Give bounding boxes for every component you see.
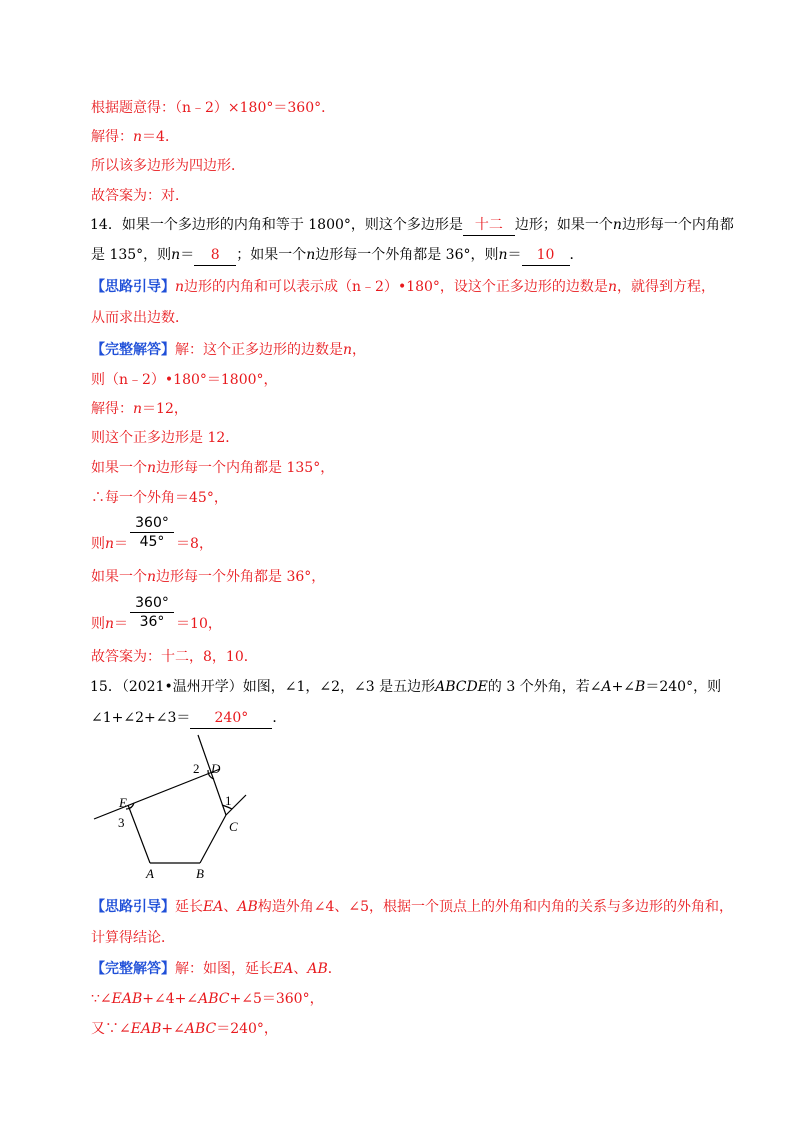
solution-14-line2: 则（n﹣2）•180°＝1800°， [91,372,278,388]
line-solution-13-3: 所以该多边形为四边形． [91,158,245,174]
question-14-line2: 是 135°，则n＝ 8 ；如果一个n边形每一个外角都是 36°，则n＝ 10 ． [91,245,584,266]
solution-14-line7: 则n＝ ＝8， [91,536,213,552]
angle-label-3: 3 [118,815,125,830]
solution-14-line6: ∴每一个外角＝45°， [91,490,228,506]
solution-14-line10: 故答案为：十二，8，10． [91,649,258,665]
line-solution-13-4: 故答案为：对． [91,188,189,204]
solution-tag: 【完整解答】 [91,342,175,358]
pentagon-figure [90,733,260,883]
fraction-360-over-45: $\frac{360^\circ}{45^\circ}$ [130,514,174,551]
answer-blank-3: 10 [522,245,570,266]
solution-14-line4: 则这个正多边形是 12． [91,430,240,446]
solution-14-line3: 解得：n＝12， [91,401,188,417]
answer-blank-4: 240° [190,708,272,729]
question-15-line2: ∠1+∠2+∠3＝ 240° ． [91,708,286,729]
vertex-label-c: C [229,819,238,834]
solution-14-line8: 如果一个n边形每一个外角都是 36°， [91,569,326,585]
solution-14-line1: 【完整解答】解：这个正多边形的边数是n， [91,342,367,358]
edge-cb [200,815,226,863]
hint-tag: 【思路引导】 [91,279,175,295]
vertex-label-e: E [119,795,127,810]
hint-14-line1: 【思路引导】n边形的内角和可以表示成（n﹣2）•180°，设这个正多边形的边数是n，就得到方程， [91,279,715,295]
vertex-label-d: D [211,761,221,776]
answer-blank-2: 8 [194,245,236,266]
solution-15-line2: ∵∠EAB+∠4+∠ABC+∠5＝360°， [91,991,324,1007]
fraction-360-over-36: $\frac{360^\circ}{36^\circ}$ [130,594,174,631]
hint-14-line2: 从而求出边数． [91,310,189,326]
edge-ae [128,805,150,863]
solution-14-line9: 则n＝ ＝10， [91,616,222,632]
vertex-label-a: A [146,866,154,881]
line-solution-13-2: 解得：n＝4． [91,129,179,145]
question-15-line1: 15．（2021•温州开学）如图，∠1，∠2，∠3 是五边形ABCDE的 3 个外角，若∠A+∠B＝240°，则 [90,679,722,695]
vertex-label-b: B [196,866,204,881]
solution-15-line1: 【完整解答】解：如图，延长EA、AB． [91,961,342,977]
angle-label-1: 1 [225,793,232,808]
solution-15-line3: 又∵∠EAB+∠ABC＝240°， [91,1021,278,1037]
angle-label-2: 2 [193,761,200,776]
answer-blank-1: 十二 [463,215,515,236]
line-solution-13-1: 根据题意得：（n﹣2）×180°＝360°． [91,100,336,116]
solution-14-line5: 如果一个n边形每一个内角都是 135°， [91,460,335,476]
hint-15-line2: 计算得结论． [91,930,175,946]
hint-15-line1: 【思路引导】延长EA、AB构造外角∠4、∠5，根据一个顶点上的外角和内角的关系与多边形的外角和， [91,899,734,915]
line-ed-extended [94,769,220,819]
question-14-line1: 14．如果一个多边形的内角和等于 1800°，则这个多边形是 十二 边形；如果一个n边形每一个内角都 [90,215,734,236]
